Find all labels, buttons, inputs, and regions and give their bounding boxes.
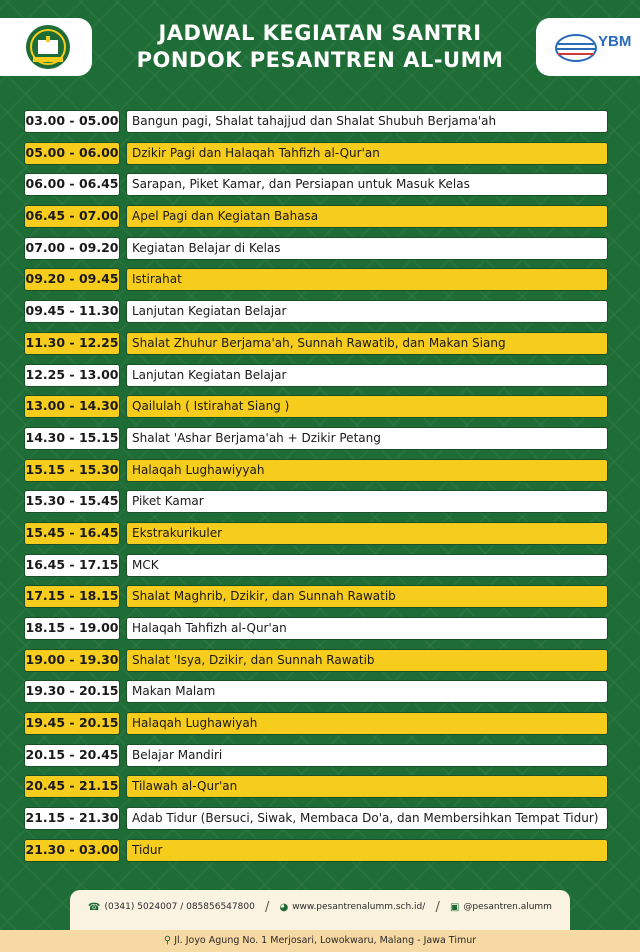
schedule-activity: Shalat Zhuhur Berjama'ah, Sunnah Rawatib, dan Makan Siang: [126, 332, 608, 355]
schedule-time: 14.30 - 15.15: [24, 427, 120, 450]
schedule-activity: Tilawah al-Qur'an: [126, 775, 608, 798]
schedule-activity: Tidur: [126, 839, 608, 862]
footer: [70, 890, 570, 952]
website-text[interactable]: www.pesantrenalumm.sch.id/: [292, 902, 426, 912]
schedule-row: [24, 459, 608, 482]
schedule-time: 20.15 - 20.45: [24, 744, 120, 767]
phone-icon: ☎: [88, 901, 101, 913]
schedule-activity: Istirahat: [126, 268, 608, 291]
schedule-time: 19.00 - 19.30: [24, 649, 120, 672]
logo-right: [536, 18, 640, 76]
instagram-icon: ▣: [449, 901, 460, 913]
schedule-activity: Halaqah Tahfizh al-Qur'an: [126, 617, 608, 640]
footer-address: [0, 930, 640, 952]
schedule-time: 16.45 - 17.15: [24, 554, 120, 577]
schedule-row: [24, 712, 608, 735]
schedule-row: [24, 110, 608, 133]
schedule-row: [24, 839, 608, 862]
schedule-row: [24, 364, 608, 387]
schedule-time: 06.00 - 06.45: [24, 173, 120, 196]
schedule-activity: Piket Kamar: [126, 490, 608, 513]
schedule-time: 05.00 - 06.00: [24, 142, 120, 165]
address-text: Jl. Joyo Agung No. 1 Merjosari, Lowokwaru, Malang - Jawa Timur: [174, 935, 477, 946]
schedule-row: [24, 142, 608, 165]
schedule-row: [24, 554, 608, 577]
schedule-activity: Makan Malam: [126, 680, 608, 703]
schedule-row: [24, 744, 608, 767]
schedule-activity: MCK: [126, 554, 608, 577]
schedule-time: 19.30 - 20.15: [24, 680, 120, 703]
schedule-time: 15.45 - 16.45: [24, 522, 120, 545]
footer-website[interactable]: [279, 902, 425, 913]
schedule-table: [24, 110, 608, 871]
location-pin-icon: ⚲: [163, 935, 172, 946]
schedule-activity: Shalat Maghrib, Dzikir, dan Sunnah Rawatib: [126, 585, 608, 608]
footer-phone: [88, 902, 255, 913]
schedule-row: [24, 585, 608, 608]
logo-left: [0, 18, 92, 76]
schedule-time: 18.15 - 19.00: [24, 617, 120, 640]
schedule-time: 21.30 - 03.00: [24, 839, 120, 862]
schedule-time: 09.45 - 11.30: [24, 300, 120, 323]
schedule-activity: Bangun pagi, Shalat tahajjud dan Shalat Shubuh Berjama'ah: [126, 110, 608, 133]
schedule-row: [24, 522, 608, 545]
schedule-row: [24, 649, 608, 672]
ybm-logo-icon: [536, 18, 640, 76]
title-line-1: JADWAL KEGIATAN SANTRI: [158, 21, 482, 45]
schedule-activity: Lanjutan Kegiatan Belajar: [126, 300, 608, 323]
schedule-activity: Dzikir Pagi dan Halaqah Tahfizh al-Qur'an: [126, 142, 608, 165]
schedule-time: 07.00 - 09.20: [24, 237, 120, 260]
schedule-activity: Halaqah Lughawiyyah: [126, 459, 608, 482]
schedule-row: [24, 205, 608, 228]
footer-contacts: [70, 900, 570, 914]
header: [0, 0, 640, 90]
schedule-activity: Lanjutan Kegiatan Belajar: [126, 364, 608, 387]
separator: /: [435, 899, 440, 915]
schedule-time: 09.20 - 09.45: [24, 268, 120, 291]
schedule-time: 03.00 - 05.00: [24, 110, 120, 133]
schedule-activity: Halaqah Lughawiyah: [126, 712, 608, 735]
schedule-time: 19.45 - 20.15: [24, 712, 120, 735]
schedule-time: 12.25 - 13.00: [24, 364, 120, 387]
schedule-activity: Shalat 'Isya, Dzikir, dan Sunnah Rawatib: [126, 649, 608, 672]
phone-text: (0341) 5024007 / 085856547800: [104, 902, 255, 912]
schedule-row: [24, 395, 608, 418]
schedule-time: 11.30 - 12.25: [24, 332, 120, 355]
separator: /: [264, 899, 270, 915]
schedule-row: [24, 680, 608, 703]
schedule-row: [24, 332, 608, 355]
schedule-time: 20.45 - 21.15: [24, 775, 120, 798]
title-line-2: PONDOK PESANTREN AL-UMM: [136, 48, 504, 72]
schedule-activity: Adab Tidur (Bersuci, Siwak, Membaca Do'a, dan Membersihkan Tempat Tidur): [126, 807, 608, 830]
instagram-text[interactable]: @pesantren.alumm: [463, 902, 552, 912]
schedule-activity: Qailulah ( Istirahat Siang ): [126, 395, 608, 418]
schedule-row: [24, 807, 608, 830]
schedule-activity: Ekstrakurikuler: [126, 522, 608, 545]
footer-instagram[interactable]: [450, 902, 552, 913]
schedule-time: 17.15 - 18.15: [24, 585, 120, 608]
schedule-time: 13.00 - 14.30: [24, 395, 120, 418]
schedule-activity: Sarapan, Piket Kamar, dan Persiapan untuk Masuk Kelas: [126, 173, 608, 196]
schedule-activity: Belajar Mandiri: [126, 744, 608, 767]
schedule-row: [24, 490, 608, 513]
schedule-activity: Kegiatan Belajar di Kelas: [126, 237, 608, 260]
ybm-logo-text: YBM: [598, 33, 632, 50]
schedule-row: [24, 427, 608, 450]
schedule-row: [24, 775, 608, 798]
schedule-time: 21.15 - 21.30: [24, 807, 120, 830]
schedule-row: [24, 237, 608, 260]
schedule-time: 15.15 - 15.30: [24, 459, 120, 482]
schedule-activity: Shalat 'Ashar Berjama'ah + Dzikir Petang: [126, 427, 608, 450]
page-title: [110, 20, 530, 74]
schedule-row: [24, 268, 608, 291]
schedule-time: 06.45 - 07.00: [24, 205, 120, 228]
schedule-row: [24, 617, 608, 640]
schedule-row: [24, 173, 608, 196]
schedule-row: [24, 300, 608, 323]
pesantren-logo-icon: [0, 18, 92, 76]
schedule-time: 15.30 - 15.45: [24, 490, 120, 513]
globe-icon: ◕: [279, 901, 289, 913]
schedule-activity: Apel Pagi dan Kegiatan Bahasa: [126, 205, 608, 228]
